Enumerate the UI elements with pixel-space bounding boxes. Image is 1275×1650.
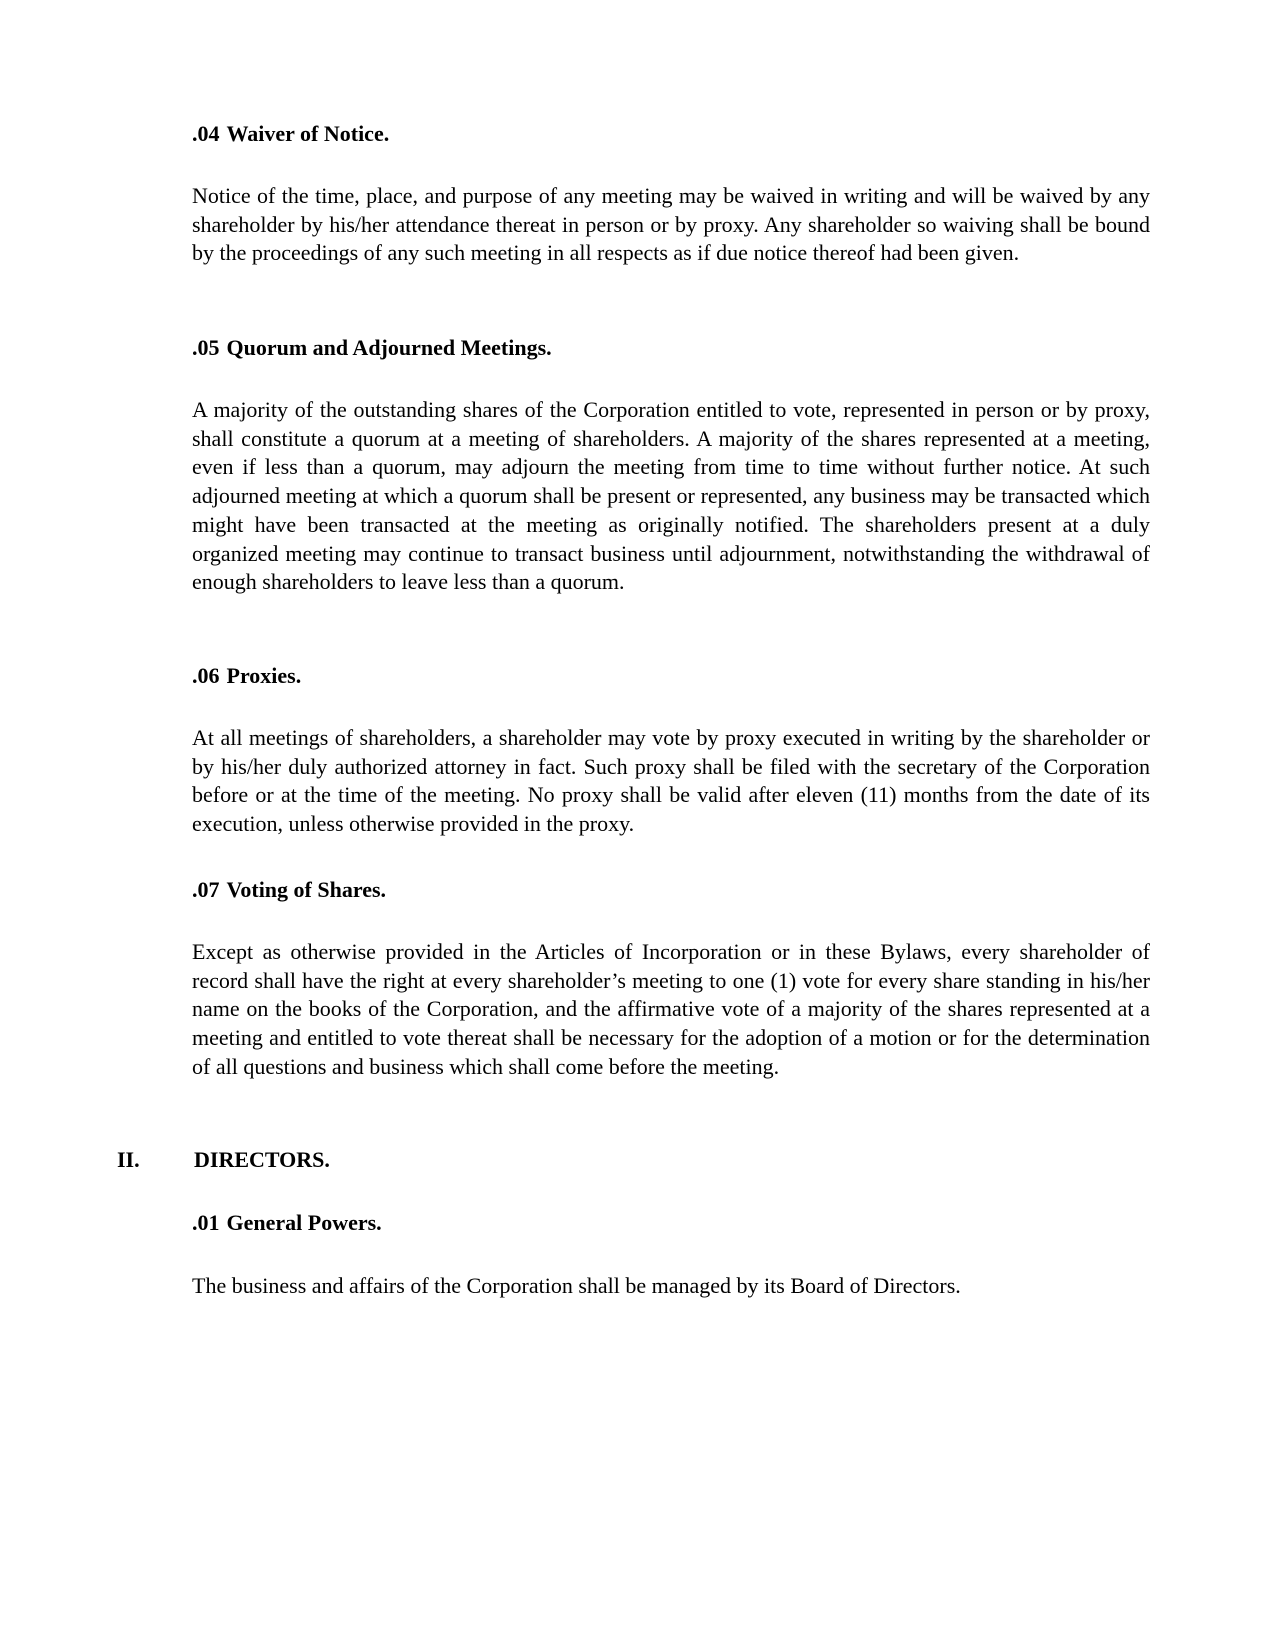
section-number: .01 bbox=[192, 1210, 220, 1235]
section-heading-proxies bbox=[192, 662, 301, 690]
section-number: .07 bbox=[192, 877, 220, 902]
section-body-quorum: A majority of the outstanding shares of the Corporation entitled to vote, represented in person or by proxy, shall constitute a quorum at a meeting of shareholders. A majority of the shares represented at a meeting, even if less than a quorum, may adjourn the meeting from time to time without further notice. At such adjourned meeting at which a quorum shall be present or represented, any business may be transacted which might have been transacted at the meeting as originally notified. The shareholders present at a duly organized meeting may continue to transact business until adjournment, notwithstanding the withdrawal of enough shareholders to leave less than a quorum. bbox=[192, 397, 1150, 595]
section-heading-general-powers bbox=[192, 1209, 382, 1237]
section-body-proxies: At all meetings of shareholders, a shareholder may vote by proxy executed in writing by the shareholder or by his/her duly authorized attorney in fact. Such proxy shall be filed with the secretary of the Corporation before or at the time of the meeting. No proxy shall be valid after eleven (11) months from the date of its execution, unless otherwise provided in the proxy. bbox=[192, 725, 1150, 837]
section-body-general-powers: The business and affairs of the Corporation shall be managed by its Board of Directors. bbox=[192, 1273, 961, 1298]
section-title: Voting of Shares. bbox=[226, 877, 387, 902]
article-title: DIRECTORS. bbox=[194, 1147, 330, 1172]
section-heading-quorum bbox=[192, 334, 552, 362]
section-heading-waiver-of-notice bbox=[192, 120, 389, 148]
section-number: .06 bbox=[192, 663, 220, 688]
section-title: General Powers. bbox=[226, 1210, 382, 1235]
section-body-voting-of-shares: Except as otherwise provided in the Articles of Incorporation or in these Bylaws, every shareholder of record shall have the right at every shareholder’s meeting to one (1) vote for every share standing in his/her name on the books of the Corporation, and the affirmative vote of a majority of the shares represented at a meeting and entitled to vote thereat shall be necessary for the adoption of a motion or for the determination of all questions and business which shall come before the meeting. bbox=[192, 939, 1150, 1079]
section-heading-voting-of-shares bbox=[192, 876, 386, 904]
section-title: Waiver of Notice. bbox=[226, 121, 390, 146]
section-title: Proxies. bbox=[226, 663, 302, 688]
article-numeral: II. bbox=[117, 1147, 140, 1172]
section-body-waiver-of-notice: Notice of the time, place, and purpose of any meeting may be waived in writing and will be waived by any shareholder by his/her attendance thereat in person or by proxy. Any shareholder so waiving shall be bound by the proceedings of any such meeting in all respects as if due notice thereof had been given. bbox=[192, 183, 1150, 266]
section-number: .05 bbox=[192, 335, 220, 360]
section-title: Quorum and Adjourned Meetings. bbox=[226, 335, 552, 360]
section-number: .04 bbox=[192, 121, 220, 146]
